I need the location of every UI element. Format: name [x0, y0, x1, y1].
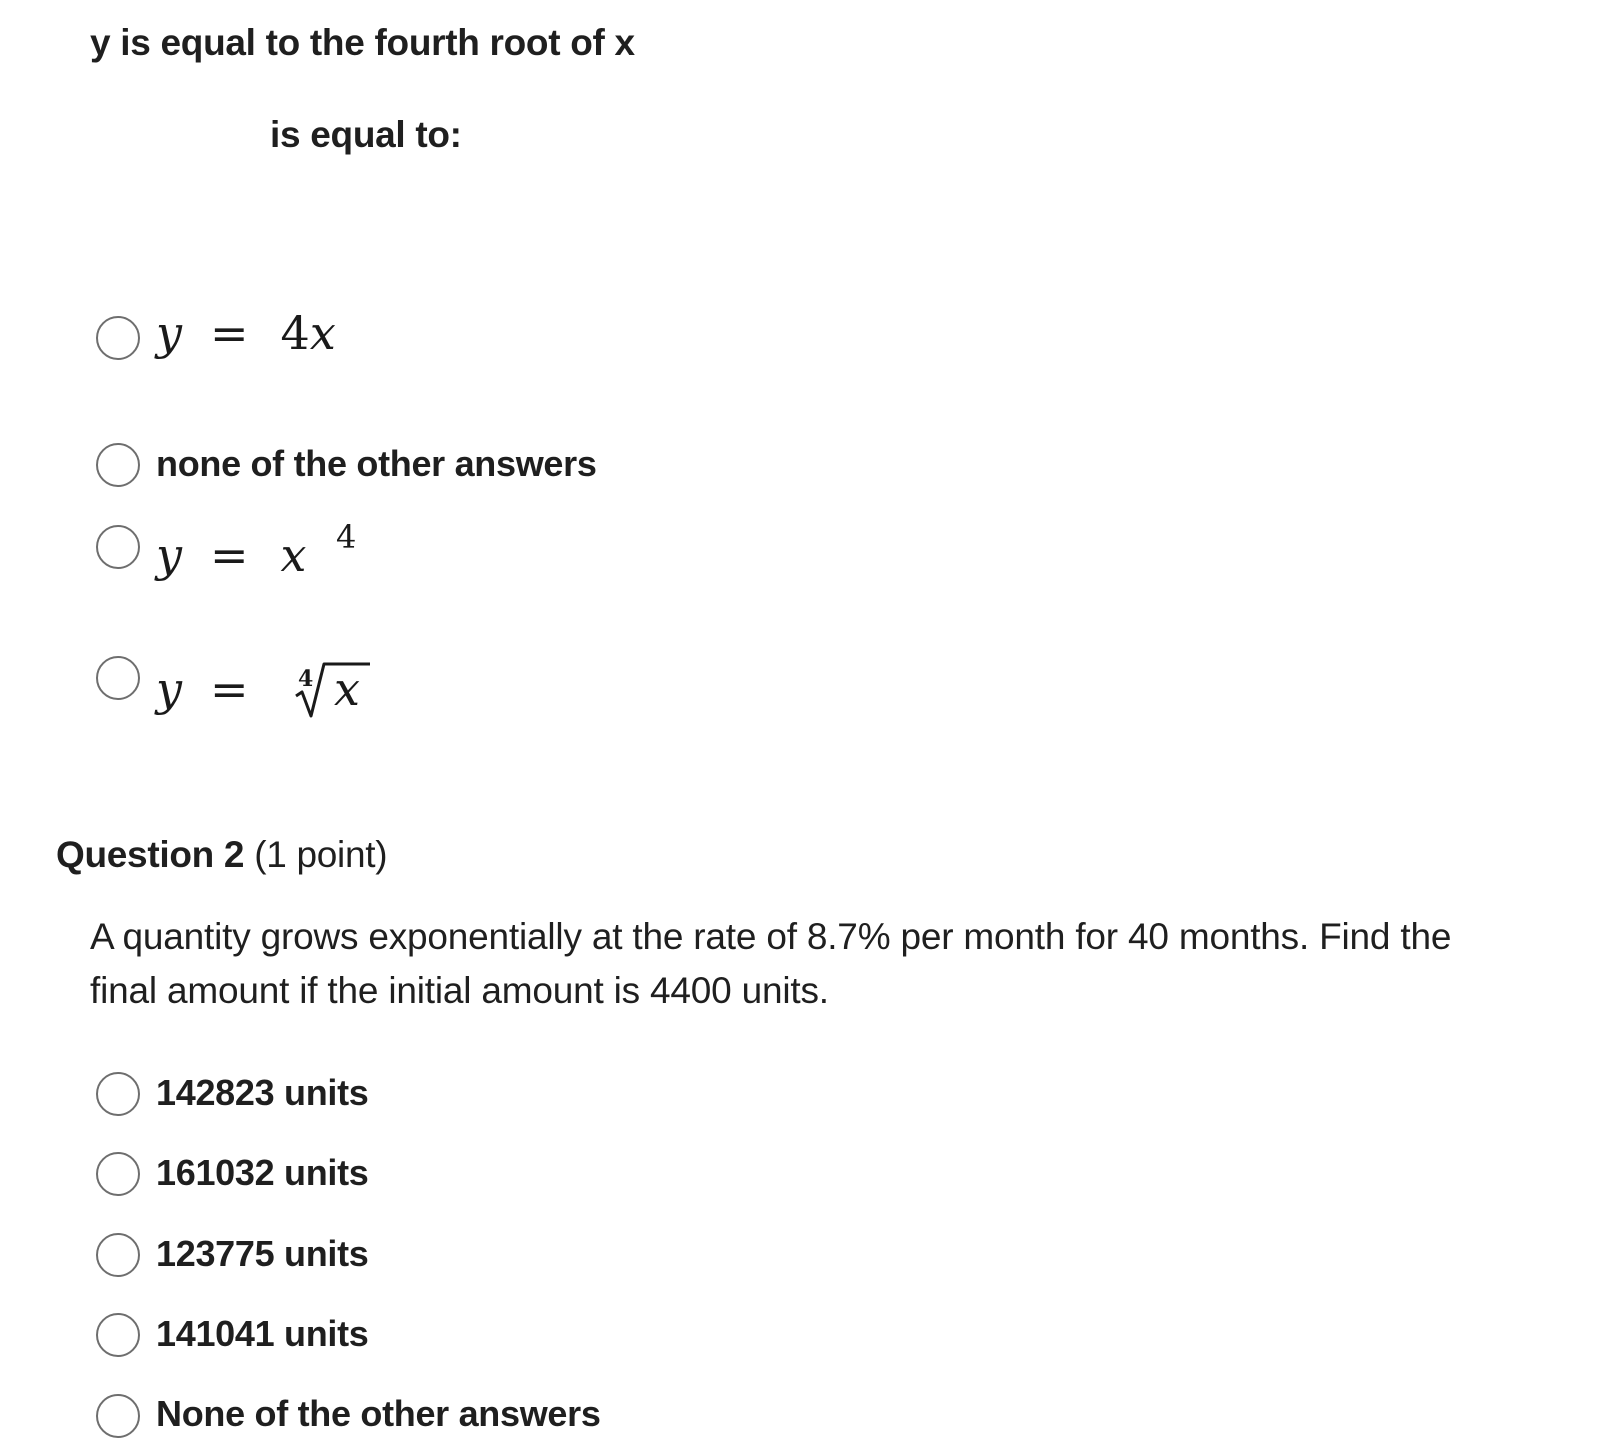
q2-option-2-label: 161032 units [156, 1152, 369, 1193]
question-2-title: Question 2 [56, 834, 245, 875]
q1-option-4-radicand-wrap [334, 662, 360, 716]
q1-option-4-radicand: x [334, 662, 360, 716]
question-2-points: (1 point) [254, 834, 388, 875]
q2-option-2-radio[interactable] [96, 1152, 140, 1196]
q1-option-2-label: none of the other answers [156, 443, 597, 484]
q1-option-3-lhs: y [156, 528, 182, 582]
q1-option-4-radio[interactable] [96, 656, 140, 700]
q1-option-1-lhs: y [156, 306, 182, 360]
question-2-text: A quantity grows exponentially at the rate of 8.7% per month for 40 months. Find the final amount if the initial amount is 4400 units. [90, 916, 1452, 1011]
q2-option-1-label: 142823 units [156, 1072, 369, 1113]
q1-option-1-equation [156, 306, 336, 360]
q1-option-3-equals: = [210, 528, 249, 582]
q1-option-1-coef: 4 [280, 306, 310, 360]
q1-option-4-lhs: y [156, 662, 182, 716]
q2-option-1-radio[interactable] [96, 1072, 140, 1116]
question-2-heading [56, 834, 387, 876]
q2-option-4-label: 141041 units [156, 1313, 369, 1354]
question-1-title: y is equal to the fourth root of x [90, 22, 635, 63]
q2-option-4-radio[interactable] [96, 1313, 140, 1357]
q1-option-3-equation [156, 528, 307, 582]
q1-option-3-radio[interactable] [96, 525, 140, 569]
q1-option-4-root-index: 4 [298, 666, 314, 692]
q1-option-2-radio[interactable] [96, 443, 140, 487]
q1-option-4-equation [156, 662, 281, 716]
q1-option-3-exponent: 4 [336, 518, 357, 556]
q2-option-5-radio[interactable] [96, 1394, 140, 1438]
q1-option-3-var: x [280, 528, 307, 582]
q1-option-1-var: x [309, 306, 336, 360]
q2-option-3-label: 123775 units [156, 1233, 369, 1274]
question-1-subtitle: is equal to: [270, 114, 462, 155]
q1-option-1-equals: = [210, 306, 249, 360]
q2-option-5-label: None of the other answers [156, 1393, 601, 1434]
q2-option-3-radio[interactable] [96, 1233, 140, 1277]
q1-option-1-radio[interactable] [96, 316, 140, 360]
q1-option-4-equals: = [210, 662, 249, 716]
